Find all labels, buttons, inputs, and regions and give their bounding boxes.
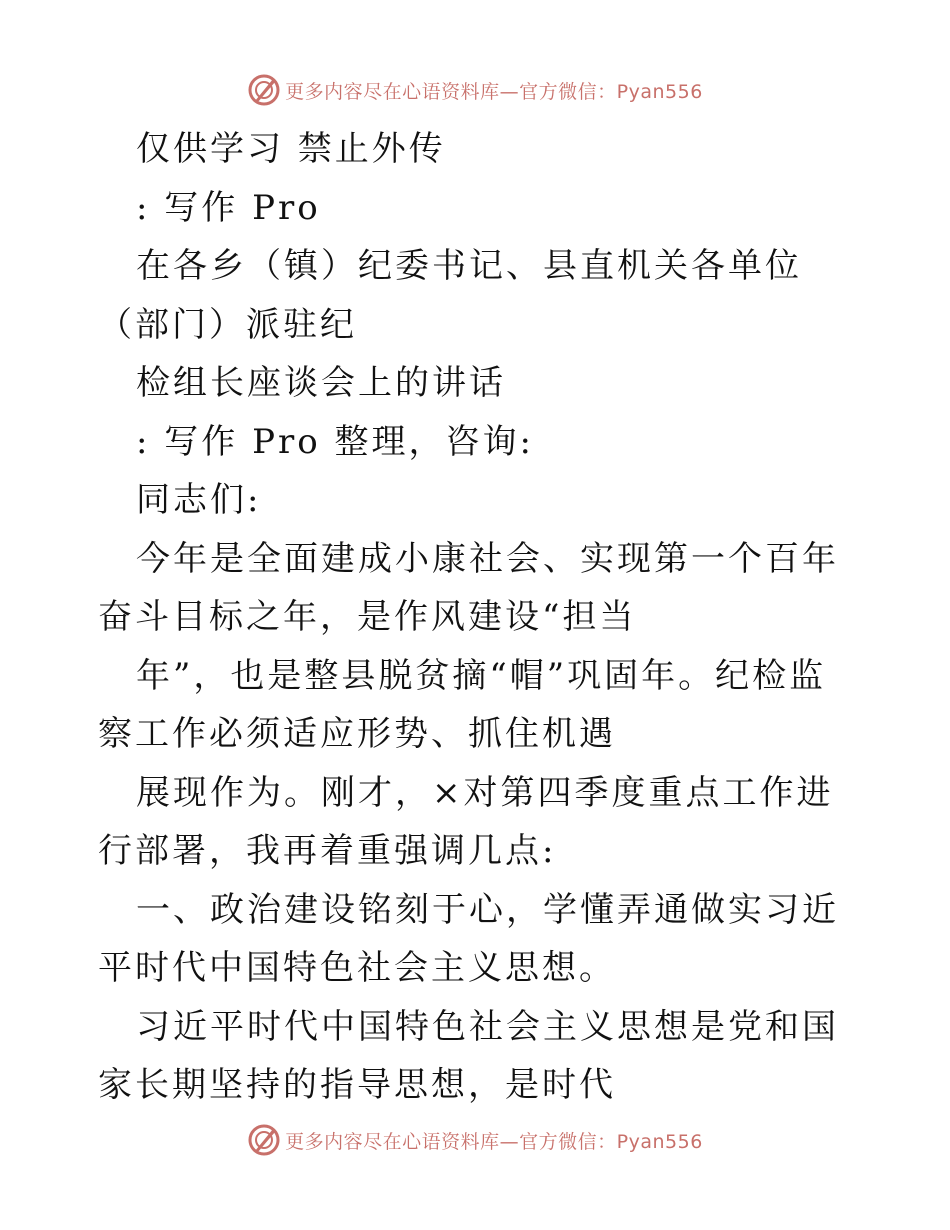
header-watermark — [0, 70, 950, 110]
paragraph-salutation: 同志们: — [136, 480, 262, 520]
watermark-text: 更多内容尽在心语资料库—官方微信：Pyan556 — [285, 80, 703, 103]
paragraph-body-1: 今年是全面建成小康社会、实现第一个百年奋斗目标之年，是作风建设“担当 — [98, 538, 839, 637]
paragraph-compiler: : 写作 Pro 整理，咨询: — [136, 421, 534, 462]
paragraph-heading-1: 一、政治建设铭刻于心，学懂弄通做实习近平时代中国特色社会主义思想。 — [98, 889, 839, 988]
paragraph-body-3: 展现作为。刚才，×对第四季度重点工作进行部署，我再着重强调几点: — [98, 772, 834, 871]
document-body — [98, 120, 858, 1115]
paragraph-author: : 写作 Pro — [136, 187, 321, 228]
paragraph-notice: 仅供学习 禁止外传 — [136, 129, 446, 169]
footer-watermark — [0, 1120, 950, 1160]
paragraph-body-2: 年”，也是整县脱贫摘“帽”巩固年。纪检监察工作必须适应形势、抓住机遇 — [98, 655, 827, 754]
paragraph-body-4: 习近平时代中国特色社会主义思想是党和国家长期坚持的指导思想，是时代 — [98, 1006, 839, 1105]
quill-seal-icon — [247, 73, 281, 107]
paragraph-title-2: 检组长座谈会上的讲话 — [136, 363, 506, 403]
paragraph-title-1: 在各乡（镇）纪委书记、县直机关各单位（部门）派驻纪 — [98, 246, 802, 345]
watermark-text: 更多内容尽在心语资料库—官方微信：Pyan556 — [285, 1130, 703, 1153]
quill-seal-icon — [247, 1123, 281, 1157]
